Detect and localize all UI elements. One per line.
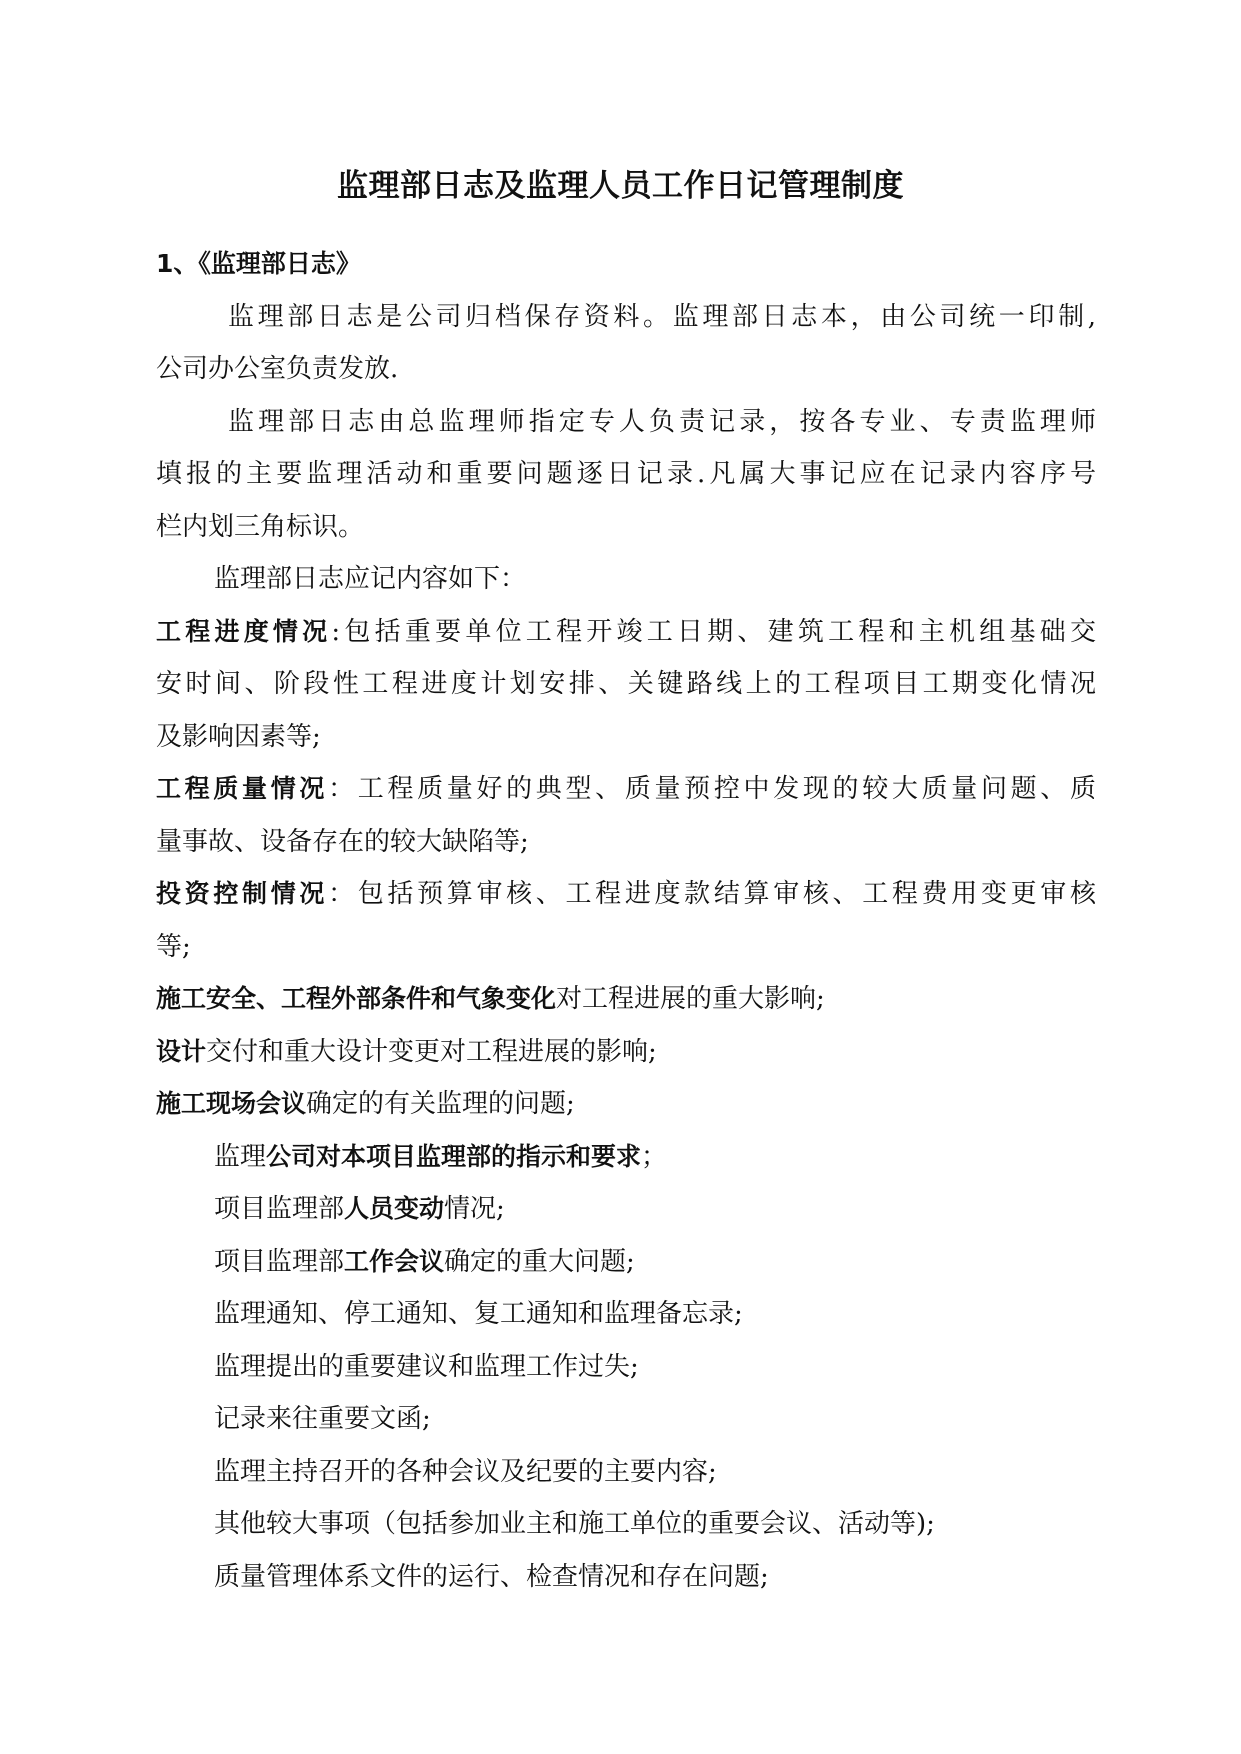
item-text: ：工程质量好的典型、质量预控中发现的较大质量问题、质	[328, 774, 1096, 804]
item-text: 情况;	[444, 1194, 505, 1224]
item-label: 工程进度情况	[156, 616, 332, 646]
list-item-design	[156, 1026, 1096, 1079]
item-prefix: 项目监理部	[214, 1246, 345, 1277]
item-prefix: 项目监理部	[214, 1194, 345, 1224]
paragraph-text: 安时间、阶段性工程进度计划安排、关键路线上的工程项目工期变化情况	[156, 669, 1096, 699]
item-label: 人员变动	[344, 1194, 445, 1223]
paragraph-text: 监理部日志由总监理师指定专人负责记录，按各专业、专责监理师	[228, 406, 1096, 437]
paragraph-line: 量事故、设备存在的较大缺陷等;	[156, 826, 529, 857]
list-item-quality	[156, 763, 1096, 816]
item-prefix: 监理	[214, 1141, 267, 1172]
paragraph-text: 监理部日志是公司归档保存资料。监理部日志本，由公司统一印制,	[228, 301, 1096, 332]
item-label: 施工现场会议	[156, 1089, 307, 1118]
list-item: 质量管理体系文件的运行、检查情况和存在问题;	[214, 1561, 769, 1592]
item-text: :包括重要单位工程开竣工日期、建筑工程和主机组基础交	[331, 616, 1096, 647]
item-label: 施工安全、工程外部条件和气象变化	[156, 984, 557, 1013]
list-item-work-meeting	[156, 1236, 1096, 1289]
item-text: ：包括预算审核、工程进度款结算审核、工程费用变更审核	[328, 879, 1096, 909]
list-item-company-instruction	[156, 1131, 1096, 1184]
item-label: 工程质量情况	[156, 774, 329, 803]
list-item-personnel	[156, 1183, 1096, 1236]
list-item-investment	[156, 868, 1096, 921]
list-item-safety	[156, 973, 1096, 1026]
paragraph-line	[156, 448, 1096, 501]
list-item-site-meeting	[156, 1078, 1096, 1131]
paragraph-line: 及影响因素等;	[156, 721, 321, 752]
list-item-text	[156, 868, 1096, 921]
list-item: 监理通知、停工通知、复工通知和监理备忘录;	[214, 1299, 743, 1329]
list-item: 监理提出的重要建议和监理工作过失;	[214, 1351, 639, 1382]
section-heading: 1、《监理部日志》	[156, 249, 361, 278]
item-label: 投资控制情况	[156, 879, 329, 908]
item-label: 设计	[156, 1036, 207, 1066]
paragraph-line	[156, 396, 1096, 449]
item-text: 对工程进展的重大影响;	[556, 984, 825, 1014]
document-title: 监理部日志及监理人员工作日记管理制度	[337, 168, 904, 204]
list-item-progress	[156, 606, 1096, 659]
list-item-text	[156, 606, 1096, 659]
item-label: 工作会议	[344, 1246, 445, 1276]
paragraph-line	[156, 658, 1096, 711]
paragraph-line: 等;	[156, 931, 191, 962]
list-item: 记录来往重要文函;	[214, 1404, 431, 1434]
paragraph-text: 填报的主要监理活动和重要问题逐日记录.凡属大事记应在记录内容序号	[156, 459, 1096, 489]
list-item: 其他较大事项（包括参加业主和施工单位的重要会议、活动等);	[214, 1509, 935, 1539]
item-label: 公司对本项目监理部的指示和要求	[266, 1141, 642, 1171]
item-text: ；	[641, 1141, 668, 1172]
paragraph-line: 栏内划三角标识。	[156, 511, 365, 542]
document-body	[156, 238, 1096, 1603]
item-text: 交付和重大设计变更对工程进展的影响;	[206, 1036, 657, 1067]
paragraph-line	[156, 291, 1096, 344]
list-item-text	[156, 763, 1096, 816]
item-text: 确定的重大问题;	[444, 1246, 635, 1277]
paragraph-line: 公司办公室负责发放.	[156, 354, 399, 384]
item-text: 确定的有关监理的问题;	[306, 1089, 575, 1119]
content-intro: 监理部日志应记内容如下：	[214, 564, 527, 594]
list-item: 监理主持召开的各种会议及纪要的主要内容;	[214, 1456, 717, 1487]
